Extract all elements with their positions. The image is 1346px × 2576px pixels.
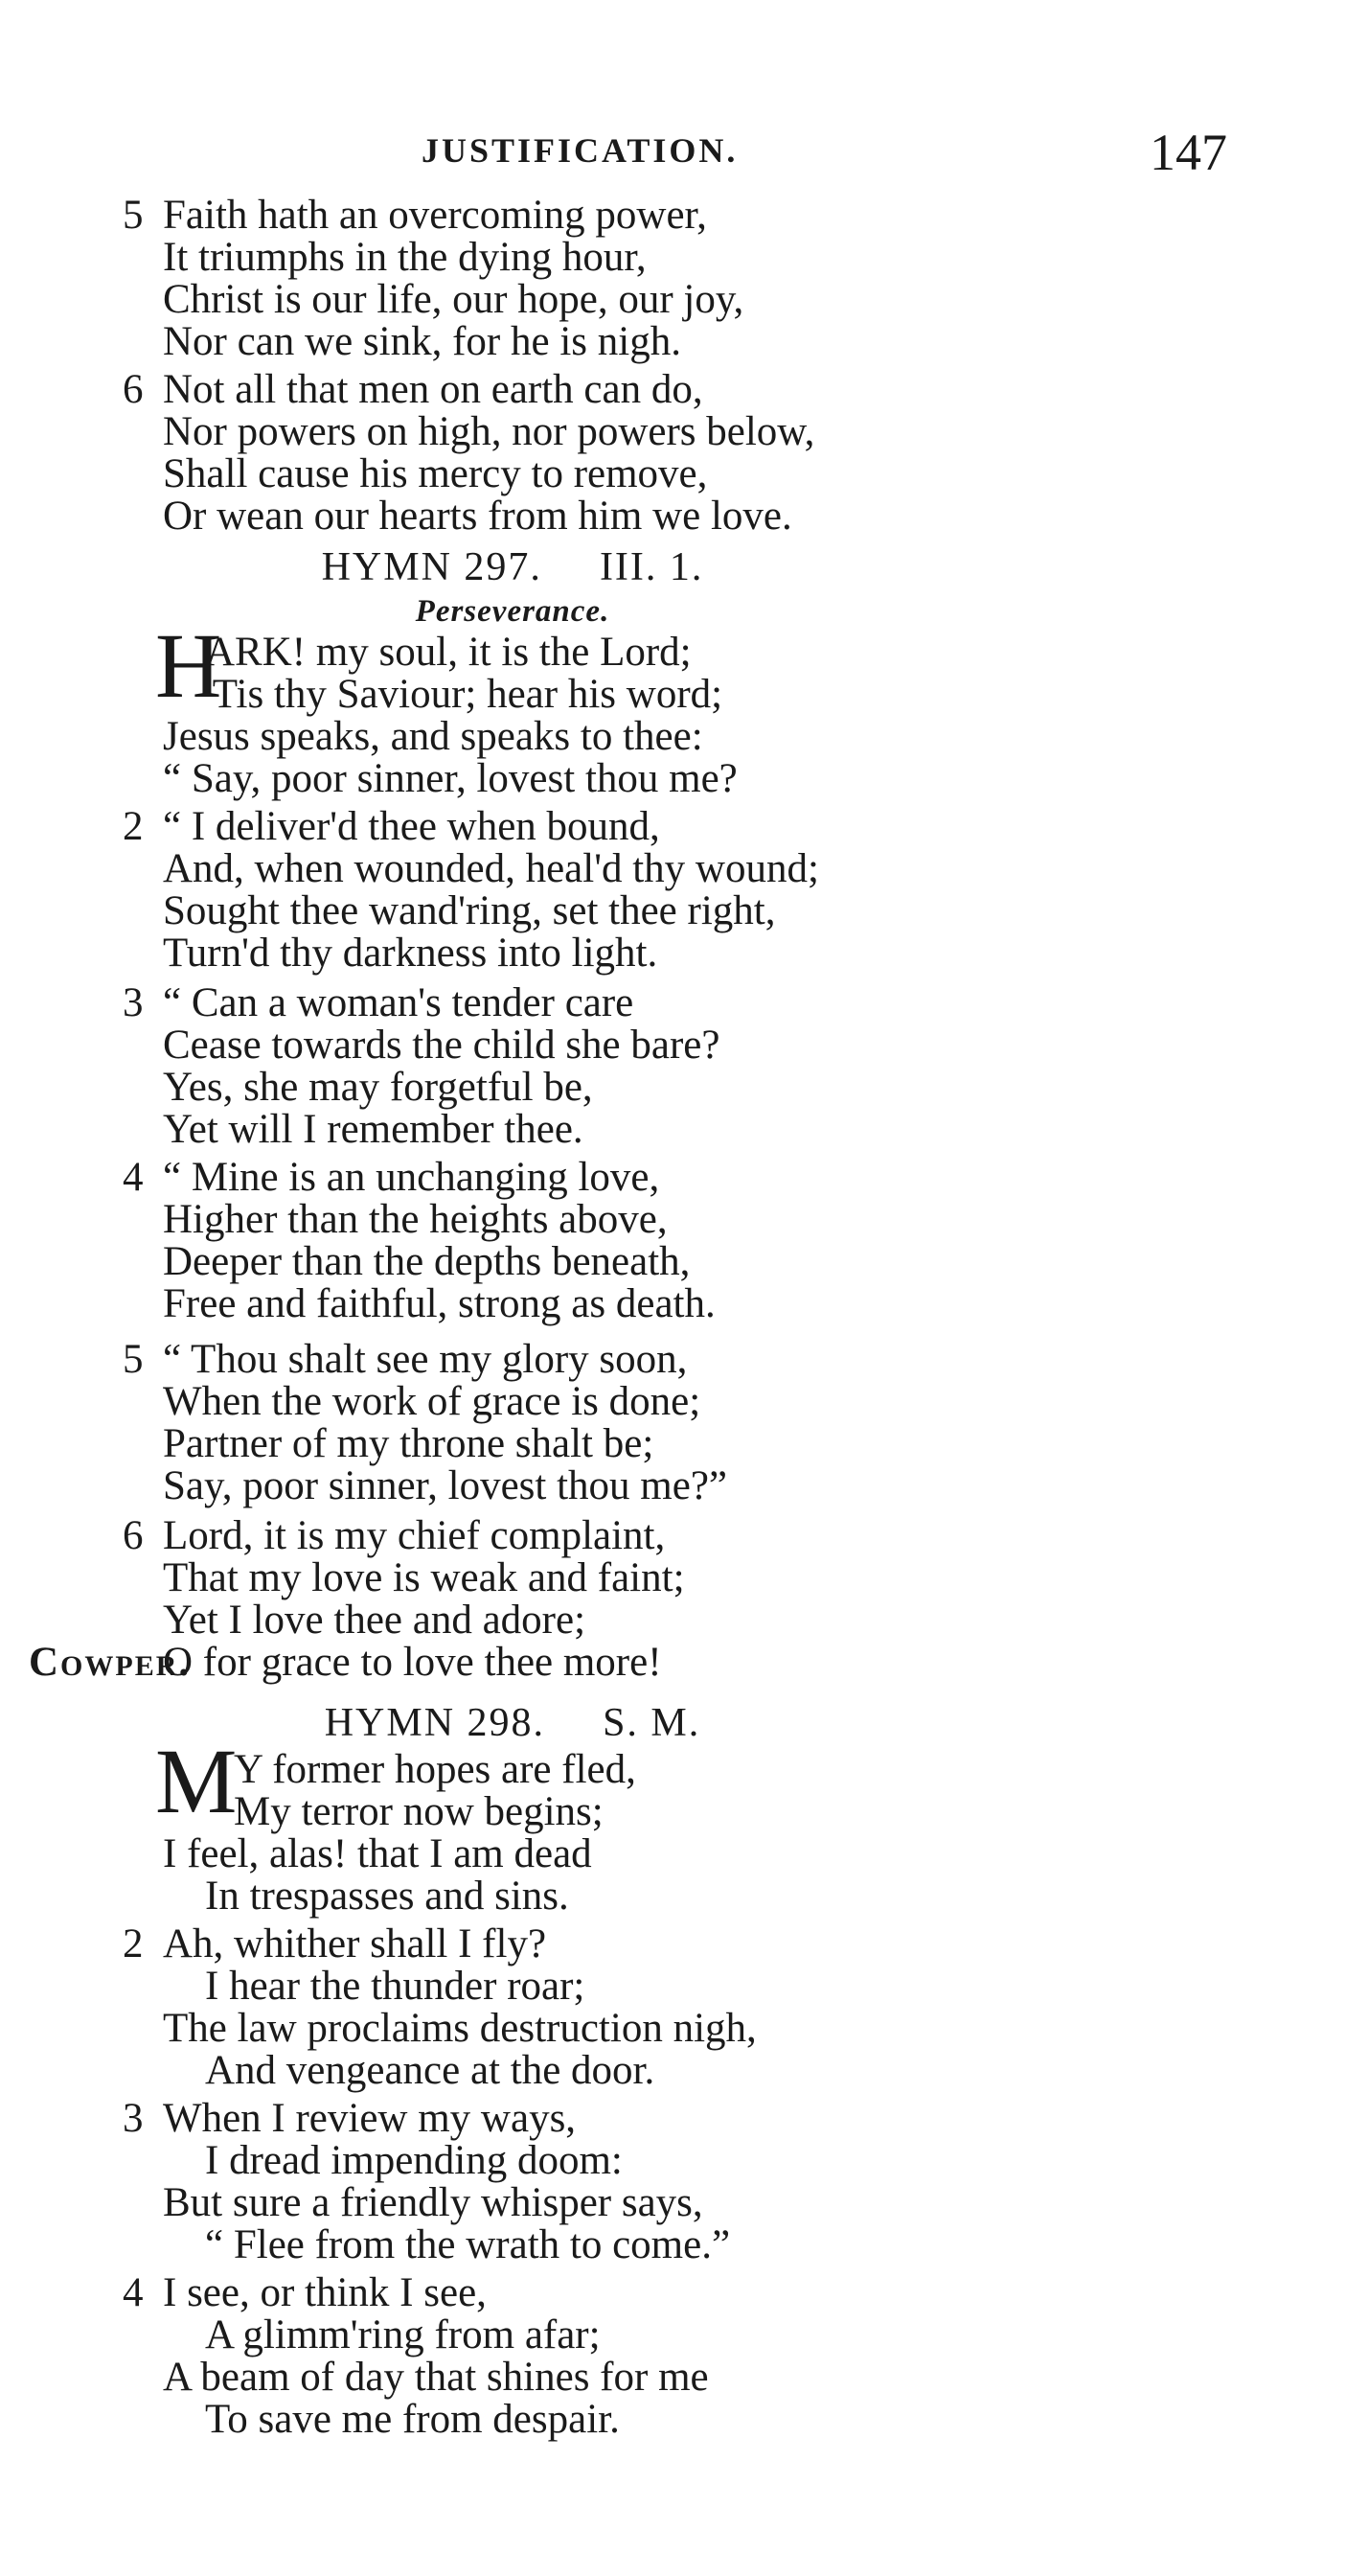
- drop-cap: H: [155, 614, 222, 717]
- verse-text: Yet will I remember thee.: [163, 1107, 583, 1152]
- verse-text: Say, poor sinner, lovest thou me?”: [163, 1463, 728, 1508]
- verse-number: 2: [123, 804, 144, 849]
- verse-text: A beam of day that shines for me: [163, 2355, 709, 2400]
- verse-text: “ Mine is an unchanging love,: [163, 1155, 660, 1200]
- verse-text: Or wean our hearts from him we love.: [163, 494, 792, 539]
- verse-text: Jesus speaks, and speaks to thee:: [163, 714, 703, 759]
- verse-text: Sought thee wand'ring, set thee right,: [163, 888, 776, 933]
- verse-number: 4: [123, 1155, 144, 1200]
- verse-text: Lord, it is my chief complaint,: [163, 1513, 666, 1558]
- verse-number: 5: [123, 1337, 144, 1382]
- verse-number: 5: [123, 193, 144, 238]
- hymn-meter: III. 1.: [599, 545, 704, 589]
- verse-text: Ah, whither shall I fly?: [163, 1921, 547, 1966]
- page-number: 147: [1150, 124, 1227, 181]
- verse-text: And, when wounded, heal'd thy wound;: [163, 846, 819, 891]
- verse-text: Partner of my throne shalt be;: [163, 1421, 654, 1466]
- verse-text: Christ is our life, our hope, our joy,: [163, 277, 744, 322]
- verse-text: “ I deliver'd thee when bound,: [163, 804, 660, 849]
- verse-text: “ Can a woman's tender care: [163, 980, 634, 1025]
- verse-number: 6: [123, 1513, 144, 1558]
- verse-text: It triumphs in the dying hour,: [163, 235, 647, 280]
- verse-text: Nor powers on high, nor powers below,: [163, 409, 815, 454]
- verse-text: I hear the thunder roar;: [205, 1964, 585, 2009]
- verse-text: Free and faithful, strong as death.: [163, 1281, 716, 1326]
- verse-text: To save me from despair.: [205, 2397, 620, 2442]
- verse-line: [0, 1640, 662, 1685]
- verse-text: And vengeance at the door.: [205, 2048, 655, 2093]
- verse-text: I see, or think I see,: [163, 2270, 487, 2315]
- hymn-attribution: Cowper.: [29, 1640, 192, 1685]
- verse-text: A glimm'ring from afar;: [205, 2312, 601, 2358]
- drop-cap: M: [155, 1730, 238, 1832]
- hymn-number: HYMN 297.: [321, 545, 542, 589]
- verse-text: 'Tis thy Saviour; hear his word;: [205, 672, 723, 717]
- running-head: JUSTIFICATION.: [422, 131, 739, 170]
- verse-text: When I review my ways,: [163, 2096, 577, 2141]
- verse-text: I dread impending doom:: [205, 2138, 623, 2183]
- verse-text: Higher than the heights above,: [163, 1197, 668, 1242]
- verse-text: Yet I love thee and adore;: [163, 1598, 586, 1643]
- verse-text: Not all that men on earth can do,: [163, 367, 703, 412]
- verse-text: In trespasses and sins.: [205, 1874, 569, 1919]
- verse-text: That my love is weak and faint;: [163, 1555, 685, 1600]
- verse-number: 2: [123, 1921, 144, 1966]
- page-header: [0, 123, 1346, 180]
- verse-text: Cease towards the child she bare?: [163, 1023, 720, 1068]
- verse-text: “ Say, poor sinner, lovest thou me?: [163, 756, 738, 801]
- verse-text: The law proclaims destruction nigh,: [163, 2006, 757, 2051]
- verse-text: When the work of grace is done;: [163, 1379, 701, 1424]
- verse-text: My terror now begins;: [234, 1789, 604, 1834]
- verse-text: Yes, she may forgetful be,: [163, 1065, 593, 1110]
- hymn-number: HYMN 298.: [324, 1701, 546, 1745]
- verse-text: Shall cause his mercy to remove,: [163, 451, 708, 496]
- hymn-meter: S. M.: [603, 1701, 701, 1745]
- verse-text: ARK! my soul, it is the Lord;: [205, 630, 692, 675]
- verse-text: Y former hopes are fled,: [234, 1747, 636, 1792]
- verse-text: Faith hath an overcoming power,: [163, 193, 707, 238]
- verse-text: I feel, alas! that I am dead: [163, 1831, 592, 1876]
- verse-text: O for grace to love thee more!: [163, 1640, 662, 1685]
- verse-number: 3: [123, 980, 144, 1025]
- verse-text: “ Flee from the wrath to come.”: [205, 2222, 731, 2267]
- verse-number: 3: [123, 2096, 144, 2141]
- verse-text: Turn'd thy darkness into light.: [163, 931, 658, 976]
- hymn-title: [0, 544, 1025, 590]
- verse-text: Nor can we sink, for he is nigh.: [163, 319, 681, 364]
- verse-number: 4: [123, 2270, 144, 2315]
- hymn-title: [0, 1700, 1025, 1746]
- verse-text: But sure a friendly whisper says,: [163, 2180, 703, 2225]
- verse-number: 6: [123, 367, 144, 412]
- verse-text: “ Thou shalt see my glory soon,: [163, 1337, 688, 1382]
- hymn-subtitle: Perseverance.: [415, 594, 610, 629]
- verse-text: Deeper than the depths beneath,: [163, 1239, 691, 1284]
